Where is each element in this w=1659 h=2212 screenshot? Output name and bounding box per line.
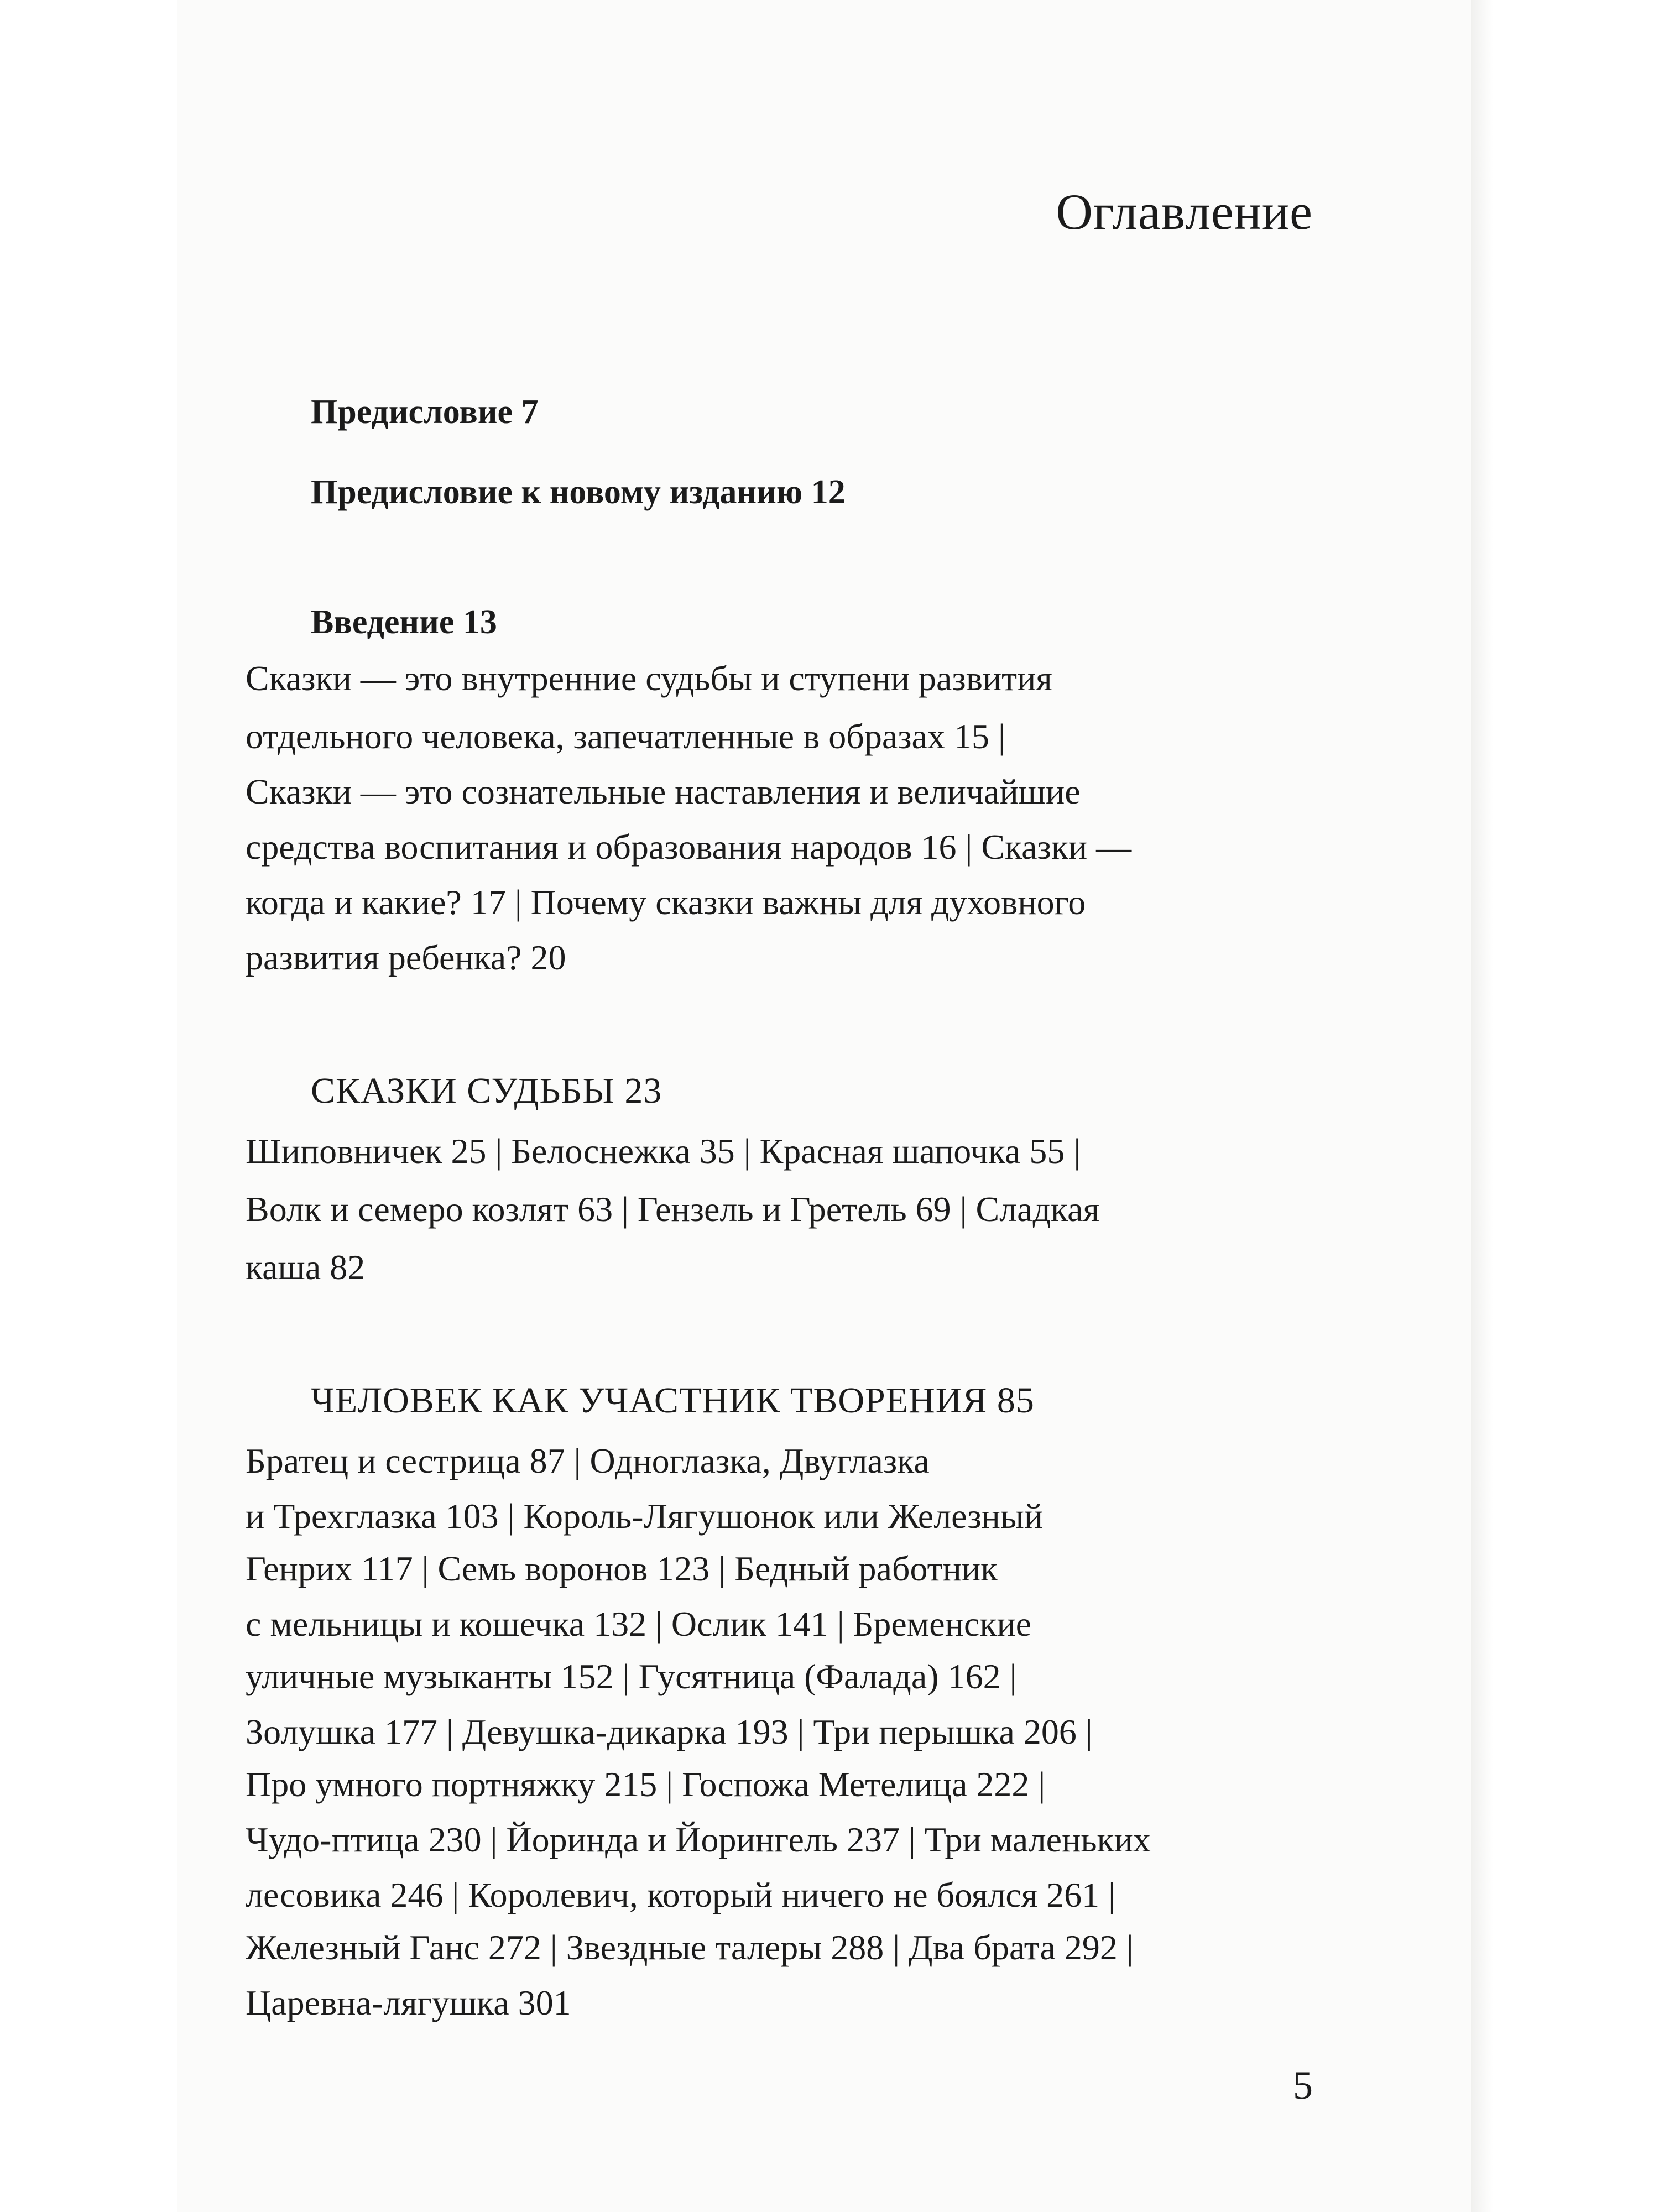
section-line: уличные музыканты 152 | Гусятница (Фалада) 162 | — [246, 1657, 1017, 1696]
section-line: с мельницы и кошечка 132 | Ослик 141 | Бременские — [246, 1604, 1032, 1644]
intro-line: когда и какие? 17 | Почему сказки важны для духовного — [246, 883, 1086, 922]
section-line: Волк и семеро козлят 63 | Гензель и Гретель 69 | Сладкая — [246, 1190, 1099, 1229]
section-heading-man-as-creator: ЧЕЛОВЕК КАК УЧАСТНИК ТВОРЕНИЯ 85 — [311, 1380, 1035, 1421]
section-line: Шиповничек 25 | Белоснежка 35 | Красная шапочка 55 | — [246, 1131, 1081, 1171]
section-line: Чудо-птица 230 | Йоринда и Йорингель 237 | Три маленьких — [246, 1820, 1151, 1859]
toc-entry-preface: Предисловие 7 — [311, 393, 539, 431]
page-title: Оглавление — [1056, 184, 1313, 240]
section-heading-fate-tales: СКАЗКИ СУДЬБЫ 23 — [311, 1071, 662, 1111]
section-line: Про умного портняжку 215 | Госпожа Метелица 222 | — [246, 1765, 1046, 1804]
intro-line: отдельного человека, запечатленные в образах 15 | — [246, 717, 1005, 756]
section-line: Генрих 117 | Семь воронов 123 | Бедный работник — [246, 1549, 998, 1588]
section-line: Братец и сестрица 87 | Одноглазка, Двуглазка — [246, 1441, 930, 1480]
section-line: лесовика 246 | Королевич, который ничего не боялся 261 | — [246, 1875, 1115, 1914]
section-line: Железный Ганс 272 | Звездные талеры 288 | Два брата 292 | — [246, 1928, 1134, 1967]
section-line: каша 82 — [246, 1248, 366, 1287]
page-number: 5 — [1293, 2063, 1313, 2107]
section-line: Золушка 177 | Девушка-дикарка 193 | Три перышка 206 | — [246, 1712, 1093, 1751]
intro-line: Сказки — это сознательные наставления и величайшие — [246, 772, 1081, 811]
toc-entry-new-edition-preface: Предисловие к новому изданию 12 — [311, 473, 846, 511]
section-line: и Трехглазка 103 | Король-Лягушонок или Железный — [246, 1496, 1044, 1536]
intro-line: развития ребенка? 20 — [246, 938, 566, 977]
intro-line: Сказки — это внутренние судьбы и ступени развития — [246, 659, 1052, 698]
toc-entry-introduction: Введение 13 — [311, 603, 497, 641]
section-line: Царевна-лягушка 301 — [246, 1983, 571, 2022]
intro-line: средства воспитания и образования народов 16 | Сказки — — [246, 827, 1132, 867]
page-edge-shadow — [1471, 0, 1493, 2212]
